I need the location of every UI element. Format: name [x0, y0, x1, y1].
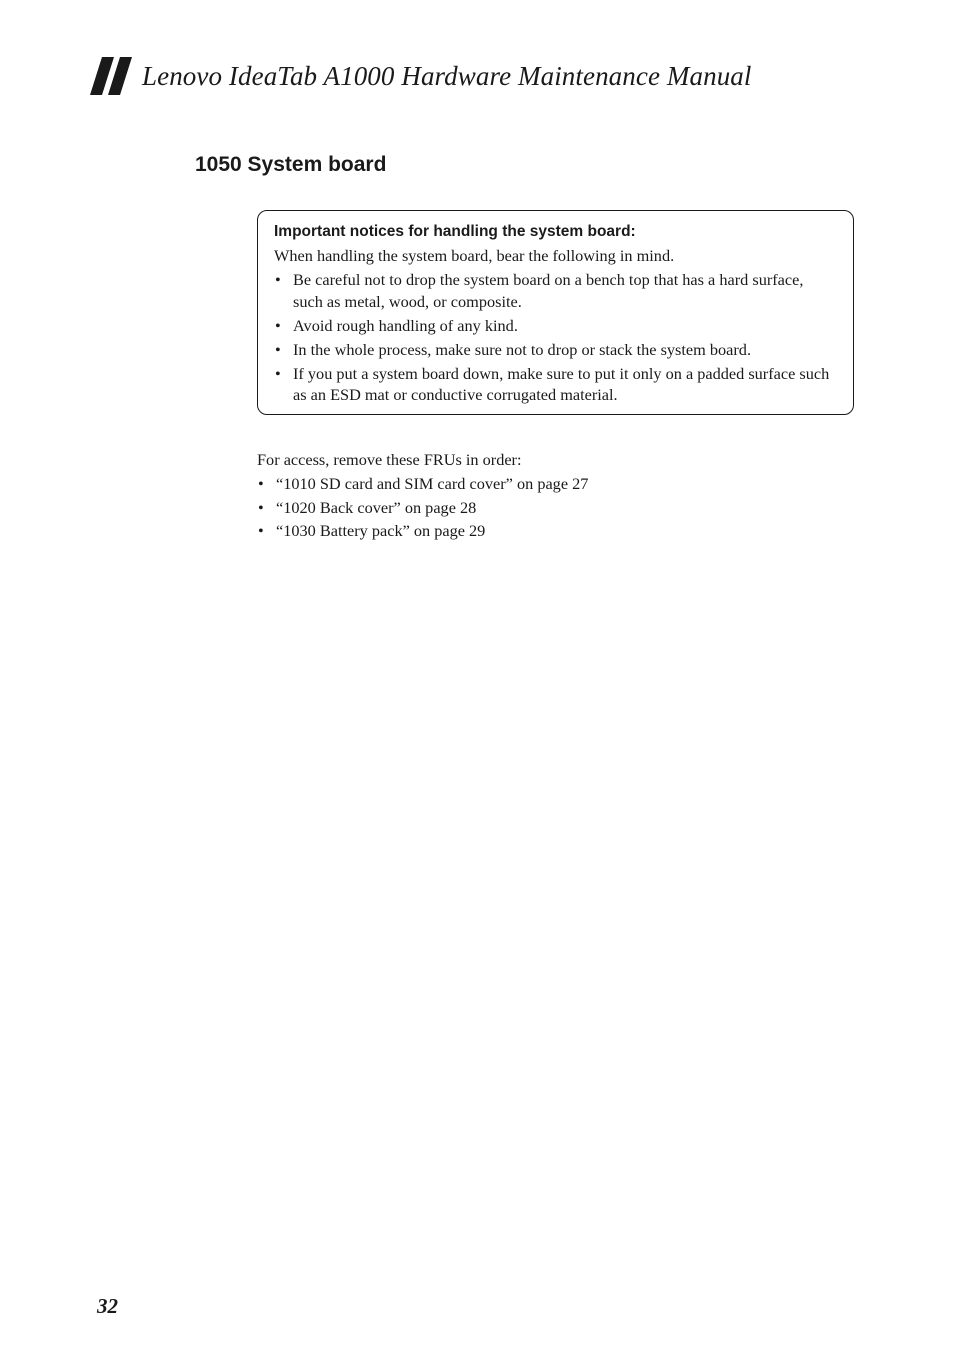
notice-item: • In the whole process, make sure not to drop or stack the system board.: [274, 339, 837, 361]
notice-item: • Be careful not to drop the system board on a bench top that has a hard surface, such as metal, wood, or composite.: [274, 269, 837, 312]
notice-list: [274, 269, 837, 406]
access-intro: For access, remove these FRUs in order:: [257, 450, 522, 469]
double-slash-logo-icon: [90, 57, 134, 95]
manual-title: Lenovo IdeaTab A1000 Hardware Maintenance Manual: [142, 60, 752, 91]
notice-item: • If you put a system board down, make sure to put it only on a padded surface such as an ESD mat or conductive corrugated material.: [274, 363, 837, 406]
notice-box: [257, 210, 854, 415]
notice-title: Important notices for handling the system board:: [274, 223, 636, 240]
section-title: 1050 System board: [195, 153, 387, 176]
fru-link-item[interactable]: • “1020 Back cover” on page 28: [257, 497, 857, 519]
fru-link-item[interactable]: • “1010 SD card and SIM card cover” on page 27: [257, 473, 857, 495]
access-section: [257, 449, 857, 544]
notice-item: • Avoid rough handling of any kind.: [274, 315, 837, 337]
notice-intro: When handling the system board, bear the following in mind.: [274, 246, 675, 265]
page-number: 32: [97, 1294, 118, 1318]
page-header: [90, 56, 752, 96]
fru-link-item[interactable]: • “1030 Battery pack” on page 29: [257, 520, 857, 542]
fru-list: [257, 473, 857, 542]
